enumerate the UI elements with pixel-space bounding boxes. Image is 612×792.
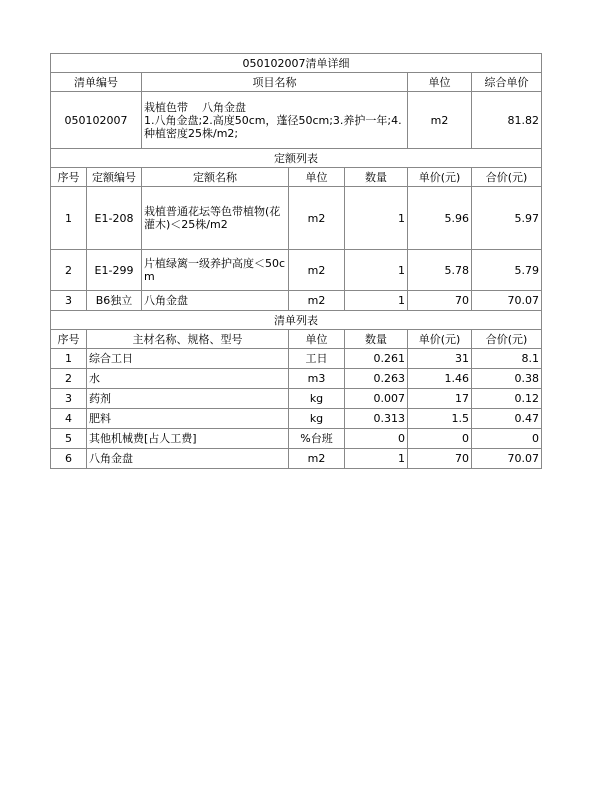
sheet-title: 050102007清单详细 bbox=[51, 54, 542, 73]
quota-price: 70 bbox=[408, 291, 472, 311]
quota-col-total: 合价(元) bbox=[472, 168, 542, 187]
materials-section-title: 清单列表 bbox=[51, 311, 542, 330]
material-total: 70.07 bbox=[472, 449, 542, 469]
quota-name: 片植绿篱一级养护高度＜50cm bbox=[142, 250, 289, 291]
item-name-line2: 1.八角金盘;2.高度50cm，蓬径50cm;3.养护一年;4.种植密度25株/m2; bbox=[144, 113, 402, 140]
item-name bbox=[142, 92, 408, 149]
material-price: 1.5 bbox=[408, 409, 472, 429]
table-row bbox=[51, 291, 542, 311]
quota-code: E1-299 bbox=[87, 250, 142, 291]
material-col-total: 合价(元) bbox=[472, 330, 542, 349]
material-unit: m3 bbox=[289, 369, 345, 389]
quota-price: 5.78 bbox=[408, 250, 472, 291]
material-no: 3 bbox=[51, 389, 87, 409]
material-price: 1.46 bbox=[408, 369, 472, 389]
quota-col-no: 序号 bbox=[51, 168, 87, 187]
quota-price: 5.96 bbox=[408, 187, 472, 250]
material-qty: 0.313 bbox=[345, 409, 408, 429]
material-no: 5 bbox=[51, 429, 87, 449]
material-col-unit: 单位 bbox=[289, 330, 345, 349]
material-name: 综合工日 bbox=[87, 349, 289, 369]
table-row bbox=[51, 349, 542, 369]
quota-total: 5.97 bbox=[472, 187, 542, 250]
quota-qty: 1 bbox=[345, 250, 408, 291]
material-price: 70 bbox=[408, 449, 472, 469]
quota-section-row bbox=[51, 149, 542, 168]
material-qty: 0.007 bbox=[345, 389, 408, 409]
material-unit: 工日 bbox=[289, 349, 345, 369]
item-code: 050102007 bbox=[51, 92, 142, 149]
quota-no: 1 bbox=[51, 187, 87, 250]
material-price: 17 bbox=[408, 389, 472, 409]
material-price: 31 bbox=[408, 349, 472, 369]
quota-no: 3 bbox=[51, 291, 87, 311]
table-row bbox=[51, 250, 542, 291]
quota-header-row bbox=[51, 168, 542, 187]
quota-no: 2 bbox=[51, 250, 87, 291]
table-row bbox=[51, 409, 542, 429]
material-qty: 0.263 bbox=[345, 369, 408, 389]
table-row bbox=[51, 389, 542, 409]
header-name: 项目名称 bbox=[142, 73, 408, 92]
material-total: 0 bbox=[472, 429, 542, 449]
material-no: 4 bbox=[51, 409, 87, 429]
material-col-name: 主材名称、规格、型号 bbox=[87, 330, 289, 349]
title-row bbox=[51, 54, 542, 73]
quota-col-qty: 数量 bbox=[345, 168, 408, 187]
table-row bbox=[51, 449, 542, 469]
quota-col-price: 单价(元) bbox=[408, 168, 472, 187]
table-row bbox=[51, 429, 542, 449]
material-unit: %台班 bbox=[289, 429, 345, 449]
quota-name: 八角金盘 bbox=[142, 291, 289, 311]
materials-section-row bbox=[51, 311, 542, 330]
quota-unit: m2 bbox=[289, 291, 345, 311]
quota-unit: m2 bbox=[289, 250, 345, 291]
item-unit: m2 bbox=[408, 92, 472, 149]
item-header-row bbox=[51, 73, 542, 92]
material-no: 1 bbox=[51, 349, 87, 369]
quota-total: 5.79 bbox=[472, 250, 542, 291]
quota-section-title: 定额列表 bbox=[51, 149, 542, 168]
material-total: 0.47 bbox=[472, 409, 542, 429]
material-name: 肥料 bbox=[87, 409, 289, 429]
materials-table bbox=[50, 329, 542, 469]
material-price: 0 bbox=[408, 429, 472, 449]
material-total: 8.1 bbox=[472, 349, 542, 369]
materials-header-row bbox=[51, 330, 542, 349]
material-unit: kg bbox=[289, 389, 345, 409]
material-total: 0.12 bbox=[472, 389, 542, 409]
material-col-qty: 数量 bbox=[345, 330, 408, 349]
header-code: 清单编号 bbox=[51, 73, 142, 92]
material-qty: 0.261 bbox=[345, 349, 408, 369]
quota-col-code: 定额编号 bbox=[87, 168, 142, 187]
material-name: 药剂 bbox=[87, 389, 289, 409]
material-name: 八角金盘 bbox=[87, 449, 289, 469]
quota-total: 70.07 bbox=[472, 291, 542, 311]
header-unit: 单位 bbox=[408, 73, 472, 92]
material-total: 0.38 bbox=[472, 369, 542, 389]
quota-unit: m2 bbox=[289, 187, 345, 250]
material-col-price: 单价(元) bbox=[408, 330, 472, 349]
material-unit: kg bbox=[289, 409, 345, 429]
material-qty: 0 bbox=[345, 429, 408, 449]
item-name-line1: 栽植色带 八角金盘 bbox=[144, 100, 246, 114]
quota-qty: 1 bbox=[345, 187, 408, 250]
table-row bbox=[51, 187, 542, 250]
quota-code: B6独立 bbox=[87, 291, 142, 311]
quota-col-unit: 单位 bbox=[289, 168, 345, 187]
quota-code: E1-208 bbox=[87, 187, 142, 250]
quota-qty: 1 bbox=[345, 291, 408, 311]
material-no: 2 bbox=[51, 369, 87, 389]
material-no: 6 bbox=[51, 449, 87, 469]
header-price: 综合单价 bbox=[472, 73, 542, 92]
bill-detail-table bbox=[50, 53, 542, 330]
item-row bbox=[51, 92, 542, 149]
material-name: 水 bbox=[87, 369, 289, 389]
quota-name: 栽植普通花坛等色带植物(花灌木)＜25株/m2 bbox=[142, 187, 289, 250]
material-qty: 1 bbox=[345, 449, 408, 469]
quota-col-name: 定额名称 bbox=[142, 168, 289, 187]
material-unit: m2 bbox=[289, 449, 345, 469]
table-row bbox=[51, 369, 542, 389]
material-name: 其他机械费[占人工费] bbox=[87, 429, 289, 449]
item-price: 81.82 bbox=[472, 92, 542, 149]
material-col-no: 序号 bbox=[51, 330, 87, 349]
